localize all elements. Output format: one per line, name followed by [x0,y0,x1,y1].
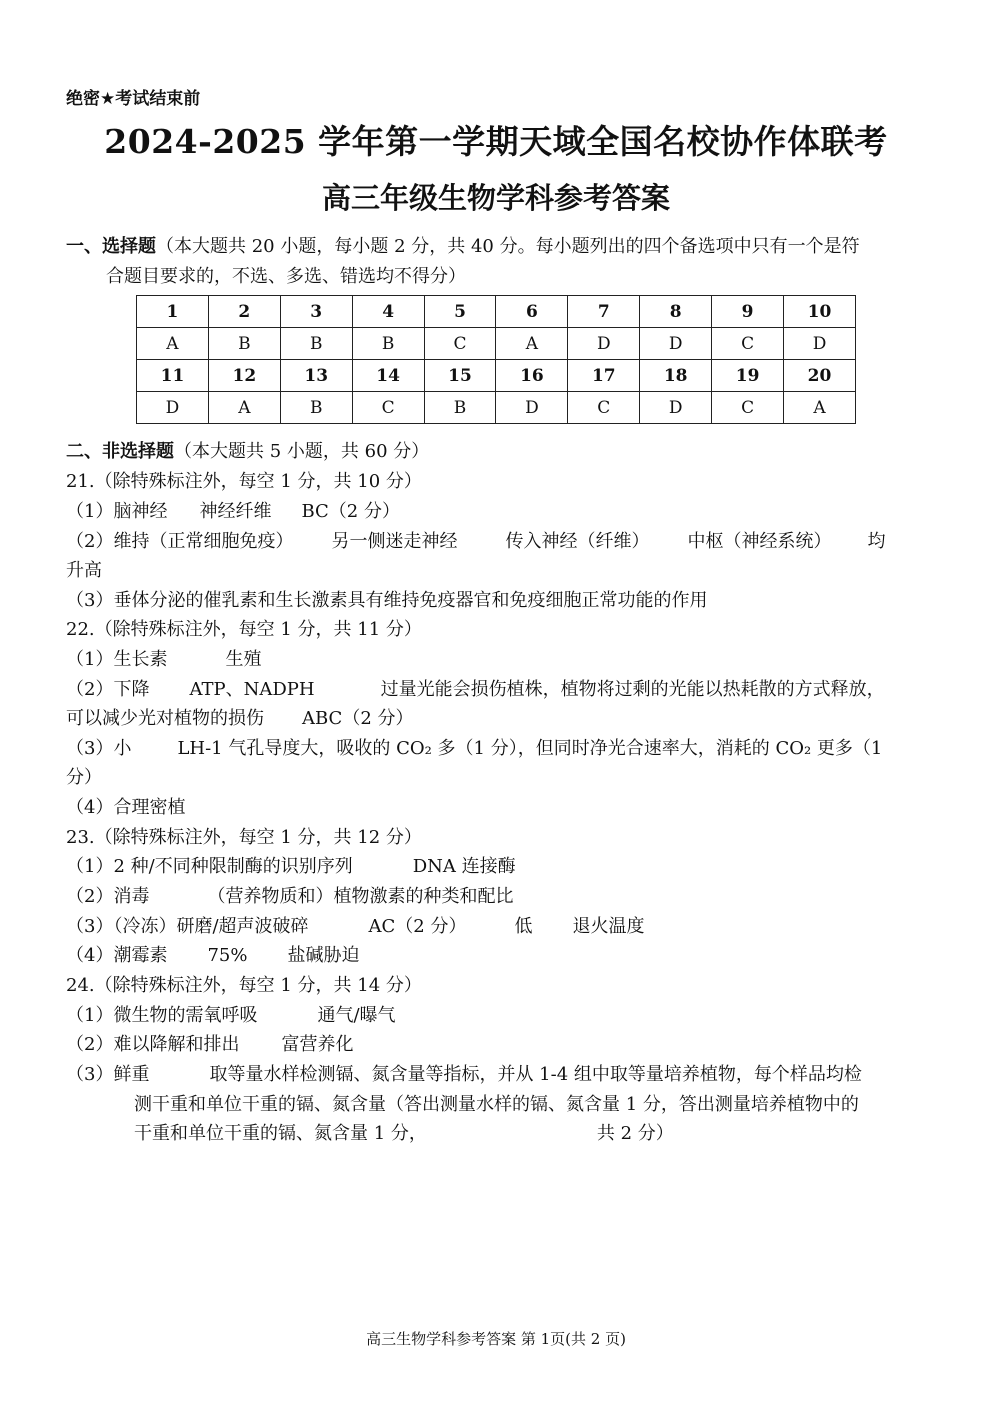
q21-answer-1 [66,497,400,523]
answer-text: （1）脑神经 [66,501,168,522]
answer-text: （2）维持（正常细胞免疫） [66,531,294,552]
table-cell: D [568,328,640,360]
q24-answer-3 [66,1060,862,1086]
section1-heading: 一、选择题 [66,236,156,257]
answer-text: 可以减少光对植物的损伤 [66,708,264,729]
q23-answer-2 [66,882,513,908]
table-cell: 18 [640,360,712,392]
answer-text: （4）潮霉素 [66,945,168,966]
answer-text: 富营养化 [281,1034,354,1055]
table-cell: 20 [784,360,856,392]
table-cell: B [208,328,280,360]
q21-head: 21.（除特殊标注外，每空 1 分，共 10 分） [66,471,422,492]
table-cell: A [496,328,568,360]
table-cell: A [784,392,856,424]
q22-answer-4: （4）合理密植 [66,797,186,818]
answer-text: 传入神经（纤维） [505,531,650,552]
table-cell: 10 [784,296,856,328]
q24-answer-3b: 测干重和单位干重的镉、氮含量（答出测量水样的镉、氮含量 1 分，答出测量培养植物中的 [134,1094,859,1115]
section1-line1 [66,232,860,258]
section2-line [66,437,429,463]
answer-text: （1）2 种/不同种限制酶的识别序列 [66,856,353,877]
table-cell: 16 [496,360,568,392]
exam-title: 2024-2025 学年第一学期天域全国名校协作体联考 [104,122,888,161]
table-cell: D [496,392,568,424]
answer-text: （1）生长素 [66,649,168,670]
table-row [137,328,856,360]
answer-text: （2）难以降解和排出 [66,1034,240,1055]
answer-text: 通气/曝气 [317,1005,396,1026]
answer-text: BC（2 分） [301,501,400,522]
table-cell: 19 [712,360,784,392]
table-cell: 14 [352,360,424,392]
answer-text: 过量光能会损伤植株，植物将过剩的光能以热耗散的方式释放， [380,679,885,700]
section1-desc2: 合题目要求的，不选、多选、错选均不得分） [106,266,466,287]
answer-text: （2）消毒 [66,886,150,907]
answer-text: 共 2 分） [596,1123,674,1144]
table-cell: C [424,328,496,360]
table-cell: B [280,392,352,424]
q24-head: 24.（除特殊标注外，每空 1 分，共 14 分） [66,975,422,996]
answer-text: 中枢（神经系统） [687,531,832,552]
table-cell: C [568,392,640,424]
answer-text: 盐碱胁迫 [287,945,360,966]
answer-text: 低 [514,916,533,937]
q23-answer-4 [66,941,359,967]
answer-text: （2）下降 [66,679,150,700]
section1-desc1: （本大题共 20 小题，每小题 2 分，共 40 分。每小题列出的四个备选项中只有一个是符 [156,236,860,257]
table-cell: 9 [712,296,784,328]
table-cell: 11 [137,360,209,392]
q24-answer-3c [134,1119,674,1145]
table-row [137,296,856,328]
q22-answer-3b: 分） [66,767,102,788]
q21-answer-2 [66,527,885,553]
table-row [137,392,856,424]
table-cell: B [352,328,424,360]
q23-answer-1 [66,852,516,878]
q24-answer-1 [66,1001,396,1027]
page-footer: 高三生物学科参考答案 第 1页(共 2 页) [366,1330,626,1348]
answer-text: （3）（冷冻）研磨/超声波破碎 [66,916,309,937]
answer-text: ABC（2 分） [302,708,414,729]
table-cell: C [712,328,784,360]
table-cell: A [208,392,280,424]
table-cell: D [137,392,209,424]
answer-table [136,295,856,424]
q24-answer-2 [66,1030,353,1056]
q23-head: 23.（除特殊标注外，每空 1 分，共 12 分） [66,827,422,848]
answer-text: 退火温度 [572,916,645,937]
table-cell: B [424,392,496,424]
answer-text: LH-1 气孔导度大，吸收的 CO₂ 多（1 分），但同时净光合速率大，消耗的 CO₂ 更多（1 [177,738,883,759]
answer-text: AC（2 分） [368,916,467,937]
table-cell: D [640,328,712,360]
confidential-label: 绝密★考试结束前 [66,89,201,109]
answer-text: 生殖 [225,649,262,670]
q22-answer-1 [66,645,261,671]
section2-desc: （本大题共 5 小题，共 60 分） [174,441,430,462]
q22-answer-2 [66,675,885,701]
answer-text: DNA 连接酶 [412,856,516,877]
table-cell: D [640,392,712,424]
answer-text: 75% [207,945,248,966]
table-cell: 1 [137,296,209,328]
answer-text: 取等量水样检测镉、氮含量等指标，并从 1-4 组中取等量培养植物，每个样品均检 [209,1064,862,1085]
answer-key-subtitle: 高三年级生物学科参考答案 [321,181,670,215]
table-cell: 13 [280,360,352,392]
table-row [137,360,856,392]
table-cell: 7 [568,296,640,328]
answer-text: 神经纤维 [199,501,272,522]
answer-text: ATP、NADPH [189,679,315,700]
q22-answer-3 [66,734,882,760]
table-cell: A [137,328,209,360]
q22-answer-2b [66,704,414,730]
answer-text: 均 [867,531,886,552]
table-cell: B [280,328,352,360]
table-cell: C [352,392,424,424]
table-cell: 5 [424,296,496,328]
answer-text: （3）鲜重 [66,1064,150,1085]
table-cell: D [784,328,856,360]
q23-answer-3 [66,912,644,938]
table-cell: 6 [496,296,568,328]
table-cell: 2 [208,296,280,328]
table-cell: C [712,392,784,424]
answer-text: 干重和单位干重的镉、氮含量 1 分， [134,1123,427,1144]
table-cell: 17 [568,360,640,392]
q22-head: 22.（除特殊标注外，每空 1 分，共 11 分） [66,619,422,640]
answer-text: （营养物质和）植物激素的种类和配比 [207,886,514,907]
table-cell: 12 [208,360,280,392]
answer-text: 另一侧迷走神经 [331,531,458,552]
section2-heading: 二、非选择题 [66,441,174,462]
table-cell: 3 [280,296,352,328]
answer-text: （3）小 [66,738,132,759]
q21-answer-2b: 升高 [66,560,102,581]
table-cell: 4 [352,296,424,328]
table-cell: 8 [640,296,712,328]
answer-text: （1）微生物的需氧呼吸 [66,1005,258,1026]
q21-answer-3: （3）垂体分泌的催乳素和生长激素具有维持免疫器官和免疫细胞正常功能的作用 [66,590,708,611]
table-cell: 15 [424,360,496,392]
